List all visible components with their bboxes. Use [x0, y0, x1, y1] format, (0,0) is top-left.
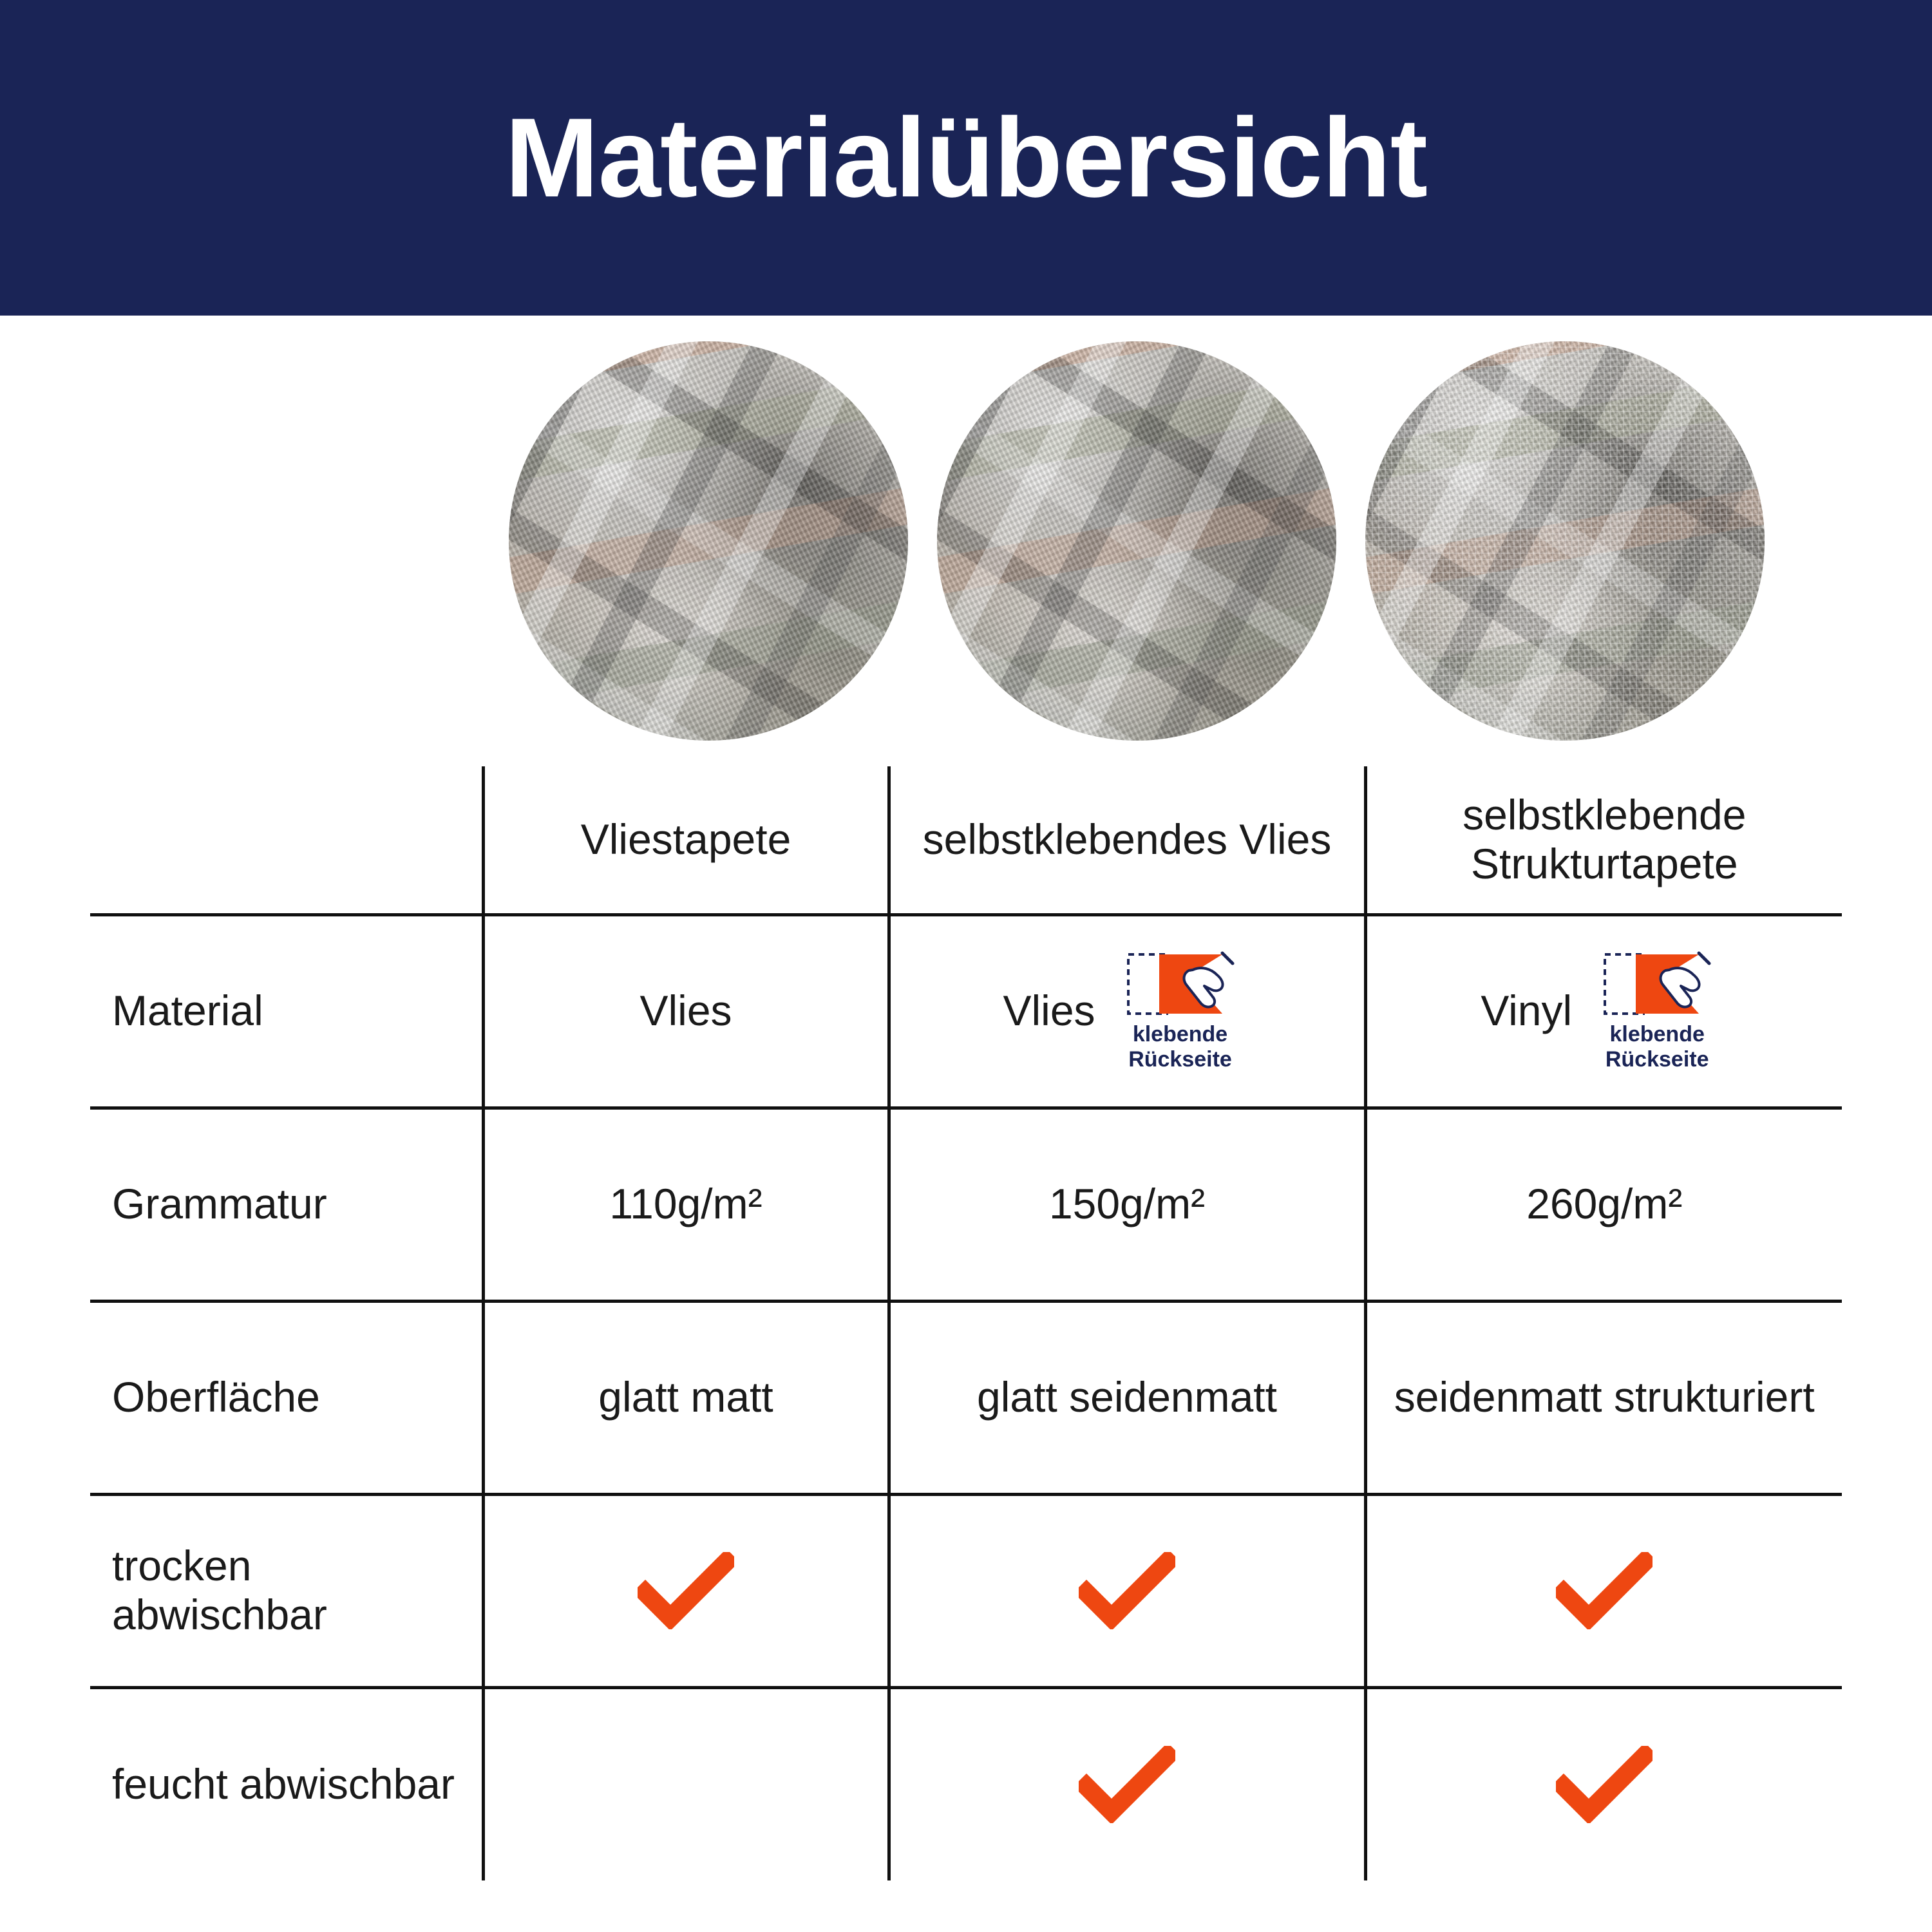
- cell-value: Vlies: [639, 987, 732, 1035]
- peel-back-icon: [1602, 951, 1712, 1018]
- column-header-vliestapete: Vliestapete: [483, 766, 889, 914]
- cell-oberflaeche-selbstklebende-strukturtapete: seidenmatt strukturiert: [1365, 1301, 1842, 1494]
- cell-feucht-vliestapete: [483, 1687, 889, 1880]
- badge-label-line2: Rückseite: [1605, 1046, 1709, 1072]
- badge-label-line2: Rückseite: [1128, 1046, 1232, 1072]
- material-comparison-table: [90, 766, 1842, 1880]
- table-header-row: [90, 766, 1842, 914]
- cell-trocken-selbstklebendes-vlies: [889, 1494, 1365, 1687]
- check-icon: [1079, 1746, 1175, 1823]
- table-row: [90, 1494, 1842, 1687]
- swatch-vliestapete: [509, 341, 908, 741]
- row-label-oberflaeche: Oberfläche: [90, 1301, 483, 1494]
- row-label-feucht-abwischbar: feucht abwischbar: [90, 1687, 483, 1880]
- row-label-material: Material: [90, 914, 483, 1108]
- cell-grammatur-vliestapete: 110g/m²: [483, 1108, 889, 1301]
- cell-trocken-vliestapete: [483, 1494, 889, 1687]
- stone-grain-overlay: [937, 341, 1336, 741]
- cell-grammatur-selbstklebende-strukturtapete: 260g/m²: [1365, 1108, 1842, 1301]
- check-icon: [1079, 1552, 1175, 1629]
- cell-feucht-selbstklebendes-vlies: [889, 1687, 1365, 1880]
- cell-value: Vlies: [1003, 987, 1095, 1035]
- cell-oberflaeche-vliestapete: glatt matt: [483, 1301, 889, 1494]
- cell-material-selbstklebendes-vlies: [889, 914, 1365, 1108]
- adhesive-back-badge: [1586, 951, 1728, 1071]
- cell-trocken-selbstklebende-strukturtapete: [1365, 1494, 1842, 1687]
- table-corner-cell: [90, 766, 483, 914]
- column-header-selbstklebendes-vlies: selbstklebendes Vlies: [889, 766, 1365, 914]
- cell-grammatur-selbstklebendes-vlies: 150g/m²: [889, 1108, 1365, 1301]
- badge-label-line1: klebende: [1609, 1022, 1705, 1047]
- empty-indicator: [497, 1689, 876, 1881]
- badge-label-line1: klebende: [1132, 1022, 1228, 1047]
- table-row: [90, 1301, 1842, 1494]
- check-icon: [638, 1552, 734, 1629]
- check-icon: [1556, 1552, 1653, 1629]
- cell-material-vliestapete: [483, 914, 889, 1108]
- adhesive-back-label: [1128, 1022, 1232, 1071]
- cell-feucht-selbstklebende-strukturtapete: [1365, 1687, 1842, 1880]
- row-label-trocken-abwischbar: trocken abwischbar: [90, 1494, 483, 1687]
- adhesive-back-label: [1605, 1022, 1709, 1071]
- cell-material-selbstklebende-strukturtapete: [1365, 914, 1842, 1108]
- table-row: [90, 1108, 1842, 1301]
- stone-weave-overlay: [1365, 341, 1765, 741]
- check-icon: [1556, 1746, 1653, 1823]
- peel-back-icon: [1126, 951, 1235, 1018]
- table-row: [90, 1687, 1842, 1880]
- table-row: [90, 914, 1842, 1108]
- content-area: [0, 316, 1932, 1932]
- stone-grain-overlay: [509, 341, 908, 741]
- row-label-grammatur: Grammatur: [90, 1108, 483, 1301]
- swatch-selbstklebendes-vlies: [937, 341, 1336, 741]
- cell-value: Vinyl: [1481, 987, 1573, 1035]
- page-header: [0, 0, 1932, 316]
- swatch-row: [0, 341, 1932, 766]
- column-header-selbstklebende-strukturtapete: selbstklebende Strukturtapete: [1365, 766, 1842, 914]
- adhesive-back-badge: [1110, 951, 1251, 1071]
- swatch-selbstklebende-strukturtapete: [1365, 341, 1765, 741]
- page-title: Materialübersicht: [504, 95, 1428, 221]
- cell-oberflaeche-selbstklebendes-vlies: glatt seidenmatt: [889, 1301, 1365, 1494]
